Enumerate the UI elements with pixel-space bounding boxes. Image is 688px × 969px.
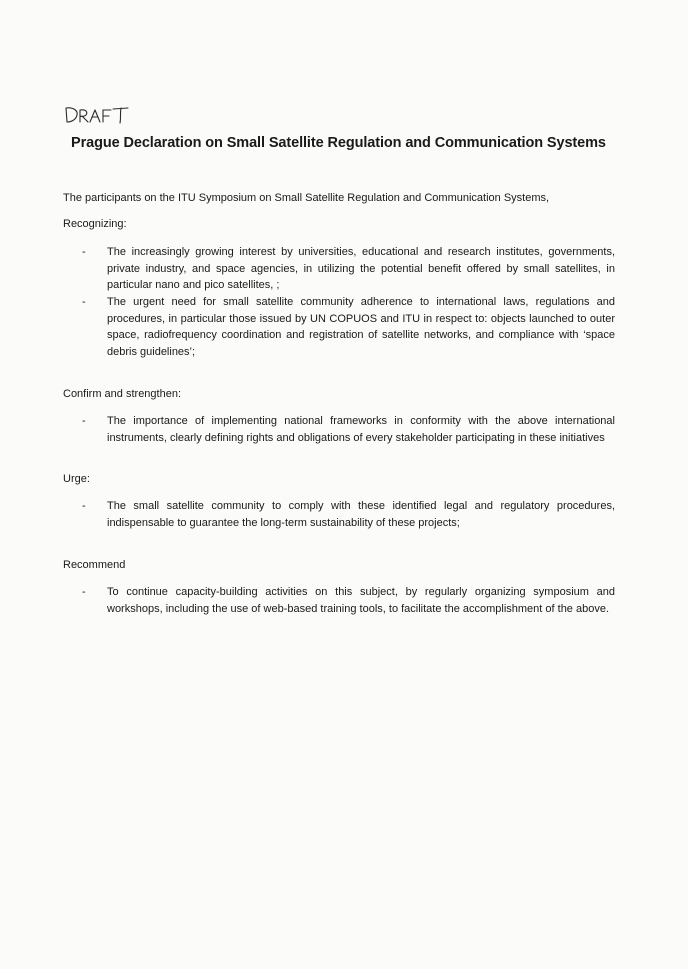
intro-paragraph: The participants on the ITU Symposium on Small Satellite Regulation and Communication Systems,	[63, 192, 550, 204]
bullet-text: The importance of implementing national frameworks in conformity with the above international instruments, clearly defining rights and obligations of every stakeholder participating in these initiatives	[107, 415, 615, 444]
section-heading-urge: Urge:	[63, 473, 90, 485]
bullet-item	[82, 244, 615, 294]
draft-handwritten-stamp	[60, 100, 150, 134]
bullet-dash: -	[82, 296, 86, 308]
bullet-dash: -	[82, 586, 86, 598]
bullet-text: The small satellite community to comply with these identified legal and regulatory procedures, indispensable to guarantee the long-term sustainability of these projects;	[107, 500, 615, 529]
bullet-text: The urgent need for small satellite community adherence to international laws, regulations and procedures, in particular those issued by UN COPUOS and ITU in respect to: objects launched to outer space, radiofrequency coordination and registration of satellite networks, and compliance with ‘space debris guidelines’;	[107, 296, 615, 358]
bullet-item	[82, 294, 615, 360]
bullet-text: The increasingly growing interest by universities, educational and research institutes, governments, private industry, and space agencies, in utilizing the potential benefit offered by small satellites, in particular nano and pico satellites, ;	[107, 246, 615, 291]
section-heading-recommend: Recommend	[63, 559, 126, 571]
bullet-dash: -	[82, 246, 86, 258]
section-heading-recognizing: Recognizing:	[63, 218, 127, 230]
section-heading-confirm: Confirm and strengthen:	[63, 388, 182, 400]
bullet-dash: -	[82, 415, 86, 427]
bullet-item	[82, 498, 615, 531]
bullet-item	[82, 413, 615, 446]
bullet-text: To continue capacity-building activities on this subject, by regularly organizing symposium and workshops, including the use of web-based training tools, to facilitate the accomplishment of the above.	[107, 586, 615, 615]
document-title: Prague Declaration on Small Satellite Regulation and Communication Systems	[71, 135, 606, 151]
bullet-item	[82, 584, 615, 617]
bullet-dash: -	[82, 500, 86, 512]
